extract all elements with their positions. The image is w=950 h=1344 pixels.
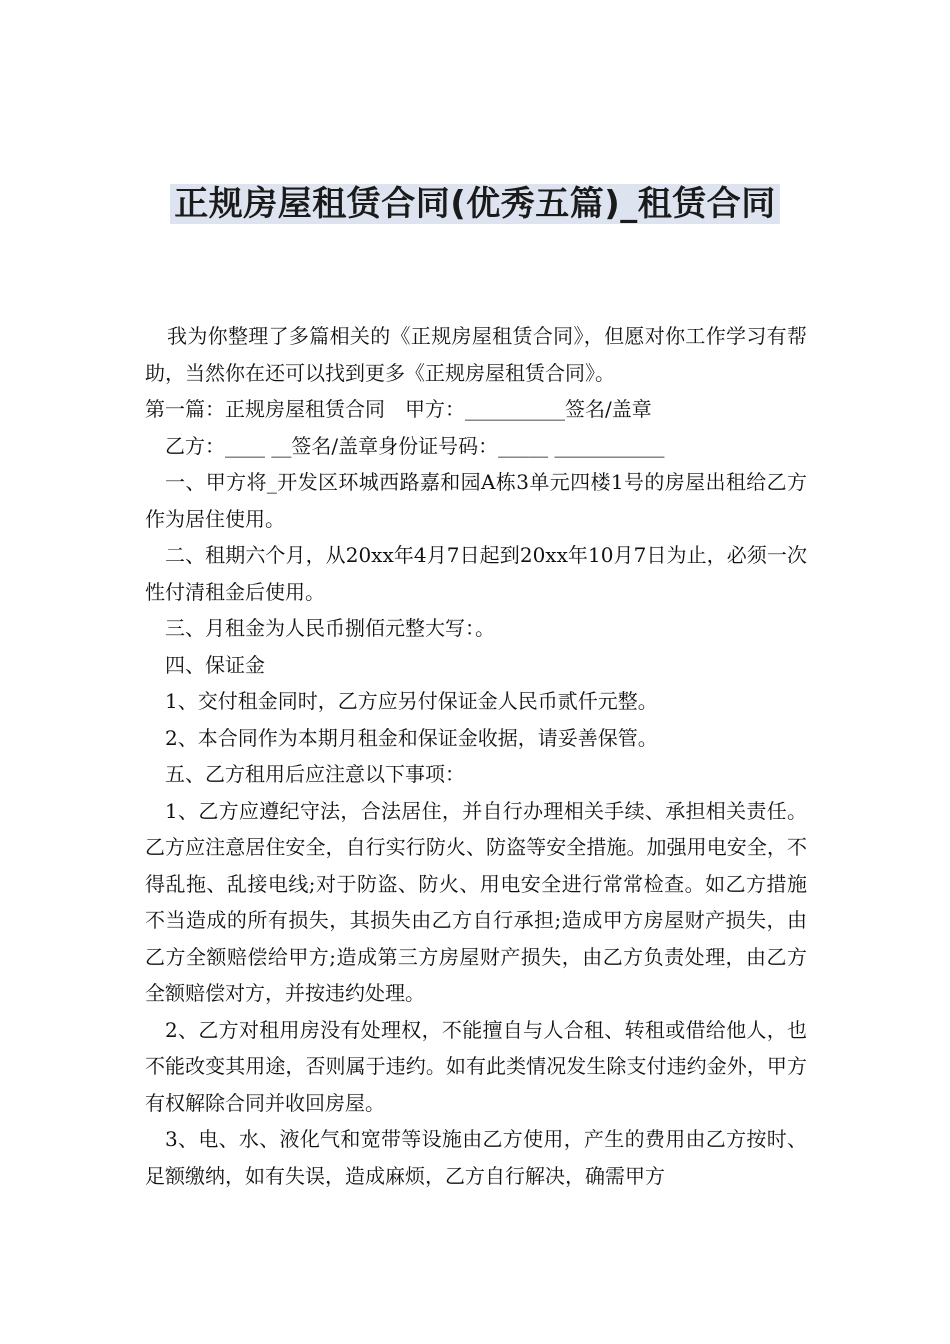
clause-4: 四、保证金 <box>165 652 265 677</box>
clause-4-item-2: 2、本合同作为本期月租金和保证金收据，请妥善保管。 <box>165 725 658 750</box>
clause-5-item-1: 1、乙方应遵纪守法，合法居住，并自行办理相关手续、承担相关责任。乙方应注意居住安全，自行实行防火、防盗等安全措施。加强用电安全，不得乱拖、乱接电线;对于防盗、防火、用电安全进行常常检查。如乙方措施不当造成的所有损失，其损失由乙方自行承担;造成甲方房屋财产损失，由乙方全额赔偿给甲方;造成第三方房屋财产损失，由乙方负责处理，由乙方全额赔偿对方，并按违约处理。 <box>145 798 807 1005</box>
clause-2: 二、租期六个月，从20xx年4月7日起到20xx年10月7日为止，必须一次性付清租金后使用。 <box>145 543 807 604</box>
page-title: 正规房屋租赁合同(优秀五篇)_租赁合同 <box>170 184 780 224</box>
clause-3: 三、月租金为人民币捌佰元整大写：。 <box>165 616 495 640</box>
clause-5-item-3: 3、电、水、液化气和宽带等设施由乙方使用，产生的费用由乙方按时、足额缴纳，如有失误，造成麻烦，乙方自行解决，确需甲方 <box>145 1127 807 1188</box>
document-body <box>145 318 807 1194</box>
clause-5-item-2: 2、乙方对租用房没有处理权，不能擅自与人合租、转租或借给他人，也不能改变其用途，否则属于违约。如有此类情况发生除支付违约金外，甲方有权解除合同并收回房屋。 <box>145 1017 807 1115</box>
clause-1: 一、甲方将_开发区环城西路嘉和园A栋3单元四楼1号的房屋出租给乙方作为居住使用。 <box>145 470 807 531</box>
clause-4-item-1: 1、交付租金同时，乙方应另付保证金人民币贰仟元整。 <box>165 689 658 713</box>
clause-5: 五、乙方租用后应注意以下事项： <box>165 762 465 786</box>
intro-paragraph: 我为你整理了多篇相关的《正规房屋租赁合同》，但愿对你工作学习有帮助，当然你在还可以找到更多《正规房屋租赁合同》。 <box>145 324 807 385</box>
section-heading-first: 第一篇：正规房屋租赁合同 甲方：__________签名/盖章 <box>145 397 652 421</box>
title-block <box>150 178 800 230</box>
party-b-line: 乙方：____ __签名/盖章身份证号码：_____ ___________ <box>165 433 665 458</box>
